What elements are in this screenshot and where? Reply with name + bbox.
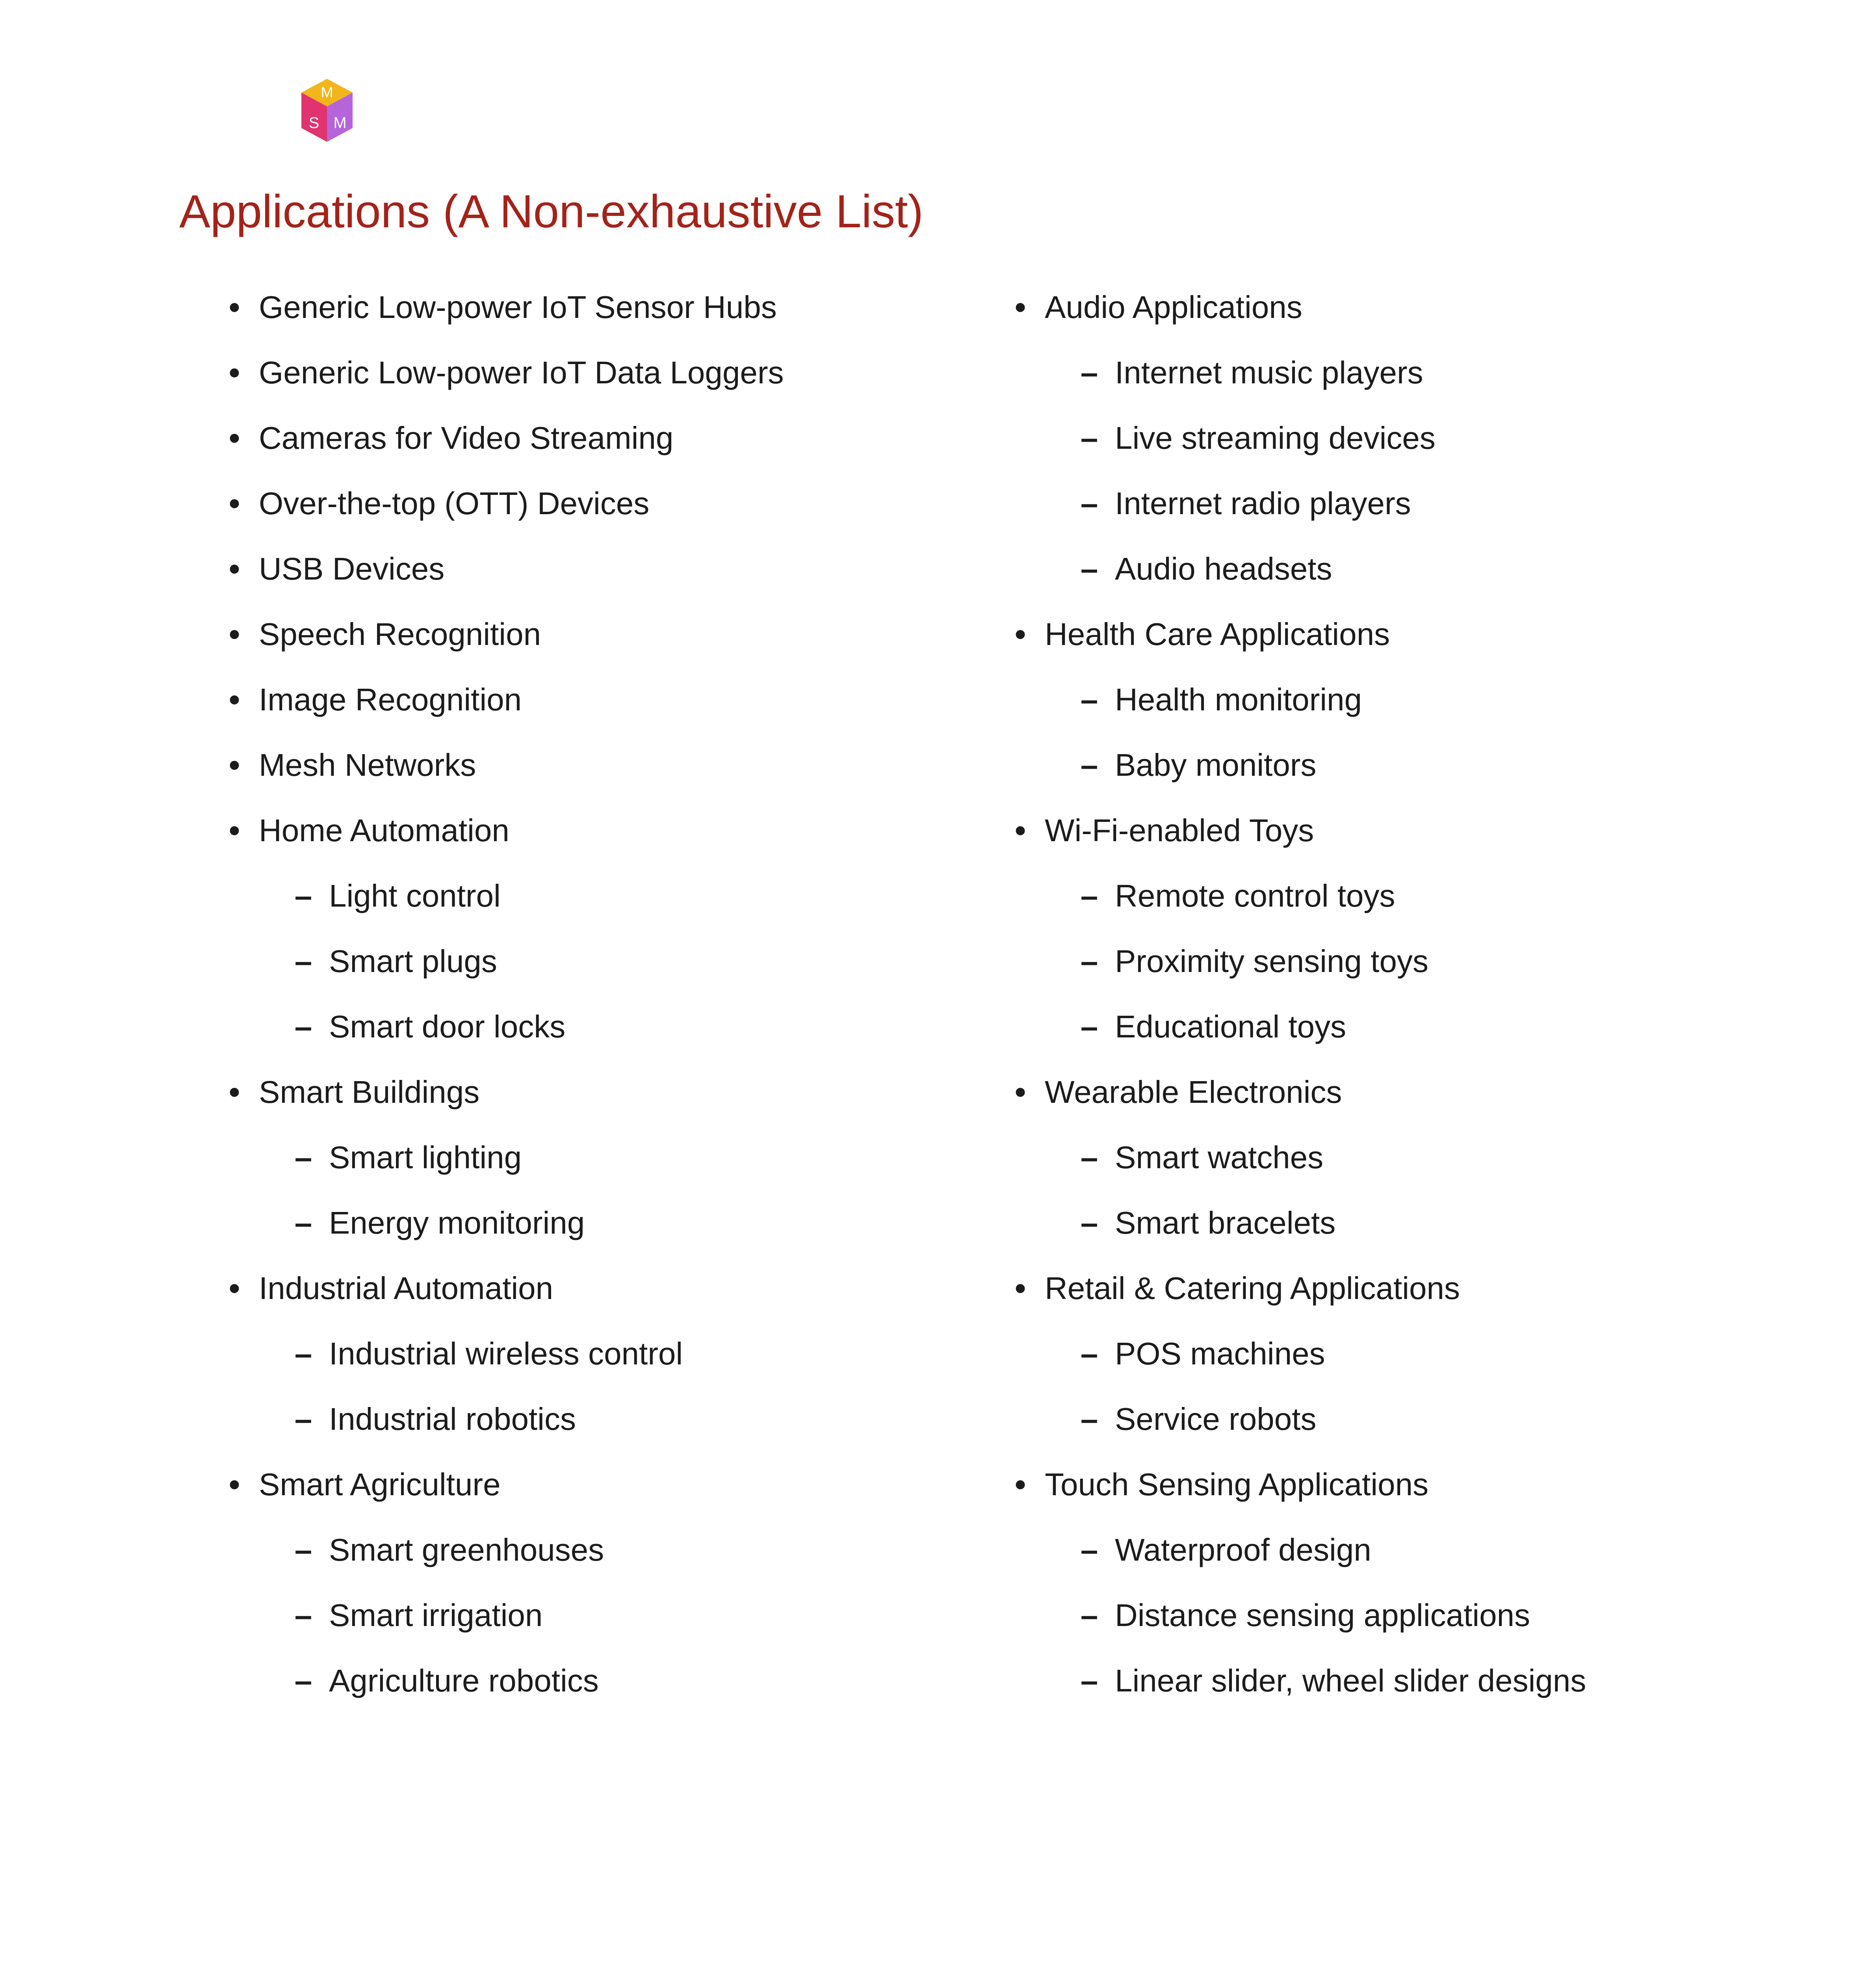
list-item-text: Wearable Electronics bbox=[1045, 1074, 1342, 1110]
cube-logo-icon bbox=[297, 77, 357, 144]
bullet-icon: • bbox=[228, 747, 240, 782]
list-item-text: Generic Low-power IoT Data Loggers bbox=[259, 355, 784, 390]
list-item-text: Smart greenhouses bbox=[329, 1532, 604, 1567]
dash-icon: – bbox=[1080, 944, 1098, 979]
bullet-icon: • bbox=[1014, 617, 1026, 652]
list-item-text: Smart plugs bbox=[329, 944, 497, 979]
dash-icon: – bbox=[1080, 551, 1098, 586]
bullet-icon: • bbox=[228, 617, 240, 652]
list-item-text: Health Care Applications bbox=[1045, 617, 1390, 652]
bullet-icon: • bbox=[228, 682, 240, 717]
list-item-text: Image Recognition bbox=[259, 682, 522, 717]
list-item-text: Over-the-top (OTT) Devices bbox=[259, 486, 650, 521]
dash-icon: – bbox=[294, 1140, 312, 1175]
list-item-text: Educational toys bbox=[1115, 1009, 1347, 1044]
bullet-icon: • bbox=[1014, 1271, 1026, 1306]
list-item-text: Linear slider, wheel slider designs bbox=[1115, 1663, 1586, 1698]
list-item-text: Home Automation bbox=[259, 813, 509, 848]
list-item-text: Smart Buildings bbox=[259, 1074, 480, 1110]
list-item-text: Speech Recognition bbox=[259, 617, 541, 652]
list-item-text: Smart Agriculture bbox=[259, 1467, 501, 1502]
list-item-text: Mesh Networks bbox=[259, 747, 476, 782]
page-title: Applications (A Non-exhaustive List) bbox=[179, 186, 923, 238]
list-item-text: Baby monitors bbox=[1115, 747, 1317, 782]
logo-letter-left: S bbox=[308, 114, 319, 132]
dash-icon: – bbox=[294, 878, 312, 913]
dash-icon: – bbox=[294, 1532, 312, 1567]
bullet-icon: • bbox=[228, 290, 240, 325]
list-item-text: Internet radio players bbox=[1115, 486, 1411, 521]
list-item-text: Smart door locks bbox=[329, 1009, 566, 1044]
bullet-icon: • bbox=[228, 486, 240, 521]
list-item-text: Smart lighting bbox=[329, 1140, 522, 1175]
list-item-text: Audio Applications bbox=[1045, 290, 1302, 325]
list-item-text: Generic Low-power IoT Sensor Hubs bbox=[259, 290, 777, 325]
bullet-icon: • bbox=[228, 420, 240, 455]
list-item-text: POS machines bbox=[1115, 1336, 1325, 1371]
dash-icon: – bbox=[1080, 1401, 1098, 1437]
list-item-text: Smart irrigation bbox=[329, 1598, 543, 1633]
dash-icon: – bbox=[1080, 355, 1098, 390]
list-item-text: Live streaming devices bbox=[1115, 420, 1436, 455]
list-item-text: Touch Sensing Applications bbox=[1045, 1467, 1428, 1502]
list-item-text: Proximity sensing toys bbox=[1115, 944, 1428, 979]
dash-icon: – bbox=[1080, 878, 1098, 913]
list-item-text: USB Devices bbox=[259, 551, 445, 586]
logo-letter-right: M bbox=[333, 114, 347, 132]
bullet-icon: • bbox=[228, 355, 240, 390]
list-item-text: Industrial Automation bbox=[259, 1271, 554, 1306]
dash-icon: – bbox=[294, 1401, 312, 1437]
dash-icon: – bbox=[294, 944, 312, 979]
bullet-icon: • bbox=[1014, 813, 1026, 848]
dash-icon: – bbox=[1080, 1663, 1098, 1698]
list-item-text: Internet music players bbox=[1115, 355, 1423, 390]
dash-icon: – bbox=[1080, 682, 1098, 717]
list-item-text: Industrial robotics bbox=[329, 1401, 576, 1437]
dash-icon: – bbox=[1080, 1205, 1098, 1240]
logo-letter-top: M bbox=[321, 84, 333, 101]
dash-icon: – bbox=[294, 1598, 312, 1633]
list-item-text: Distance sensing applications bbox=[1115, 1598, 1530, 1633]
list-item-text: Waterproof design bbox=[1115, 1532, 1371, 1567]
list-item-text: Retail & Catering Applications bbox=[1045, 1271, 1460, 1306]
bullet-icon: • bbox=[228, 551, 240, 586]
dash-icon: – bbox=[1080, 1140, 1098, 1175]
list-item-text: Health monitoring bbox=[1115, 682, 1362, 717]
list-item-text: Audio headsets bbox=[1115, 551, 1332, 586]
bullet-icon: • bbox=[228, 1271, 240, 1306]
dash-icon: – bbox=[294, 1663, 312, 1698]
dash-icon: – bbox=[1080, 1336, 1098, 1371]
bullet-icon: • bbox=[1014, 1467, 1026, 1502]
dash-icon: – bbox=[1080, 1532, 1098, 1567]
list-item-text: Service robots bbox=[1115, 1401, 1317, 1437]
dash-icon: – bbox=[294, 1336, 312, 1371]
bullet-icon: • bbox=[1014, 1074, 1026, 1110]
dash-icon: – bbox=[1080, 1009, 1098, 1044]
dash-icon: – bbox=[1080, 486, 1098, 521]
bullet-icon: • bbox=[1014, 290, 1026, 325]
list-item-text: Smart watches bbox=[1115, 1140, 1324, 1175]
dash-icon: – bbox=[1080, 1598, 1098, 1633]
list-item-text: Remote control toys bbox=[1115, 878, 1395, 913]
dash-icon: – bbox=[294, 1009, 312, 1044]
list-item-text: Wi-Fi-enabled Toys bbox=[1045, 813, 1314, 848]
list-item-text: Agriculture robotics bbox=[329, 1663, 599, 1698]
dash-icon: – bbox=[1080, 420, 1098, 455]
bullet-icon: • bbox=[228, 1467, 240, 1502]
bullet-icon: • bbox=[228, 813, 240, 848]
company-logo bbox=[297, 77, 357, 144]
list-item-text: Light control bbox=[329, 878, 501, 913]
bullet-icon: • bbox=[228, 1074, 240, 1110]
list-item-text: Industrial wireless control bbox=[329, 1336, 683, 1371]
list-item-text: Smart bracelets bbox=[1115, 1205, 1336, 1240]
dash-icon: – bbox=[294, 1205, 312, 1240]
dash-icon: – bbox=[1080, 747, 1098, 782]
list-item-text: Energy monitoring bbox=[329, 1205, 585, 1240]
list-item-text: Cameras for Video Streaming bbox=[259, 420, 674, 455]
